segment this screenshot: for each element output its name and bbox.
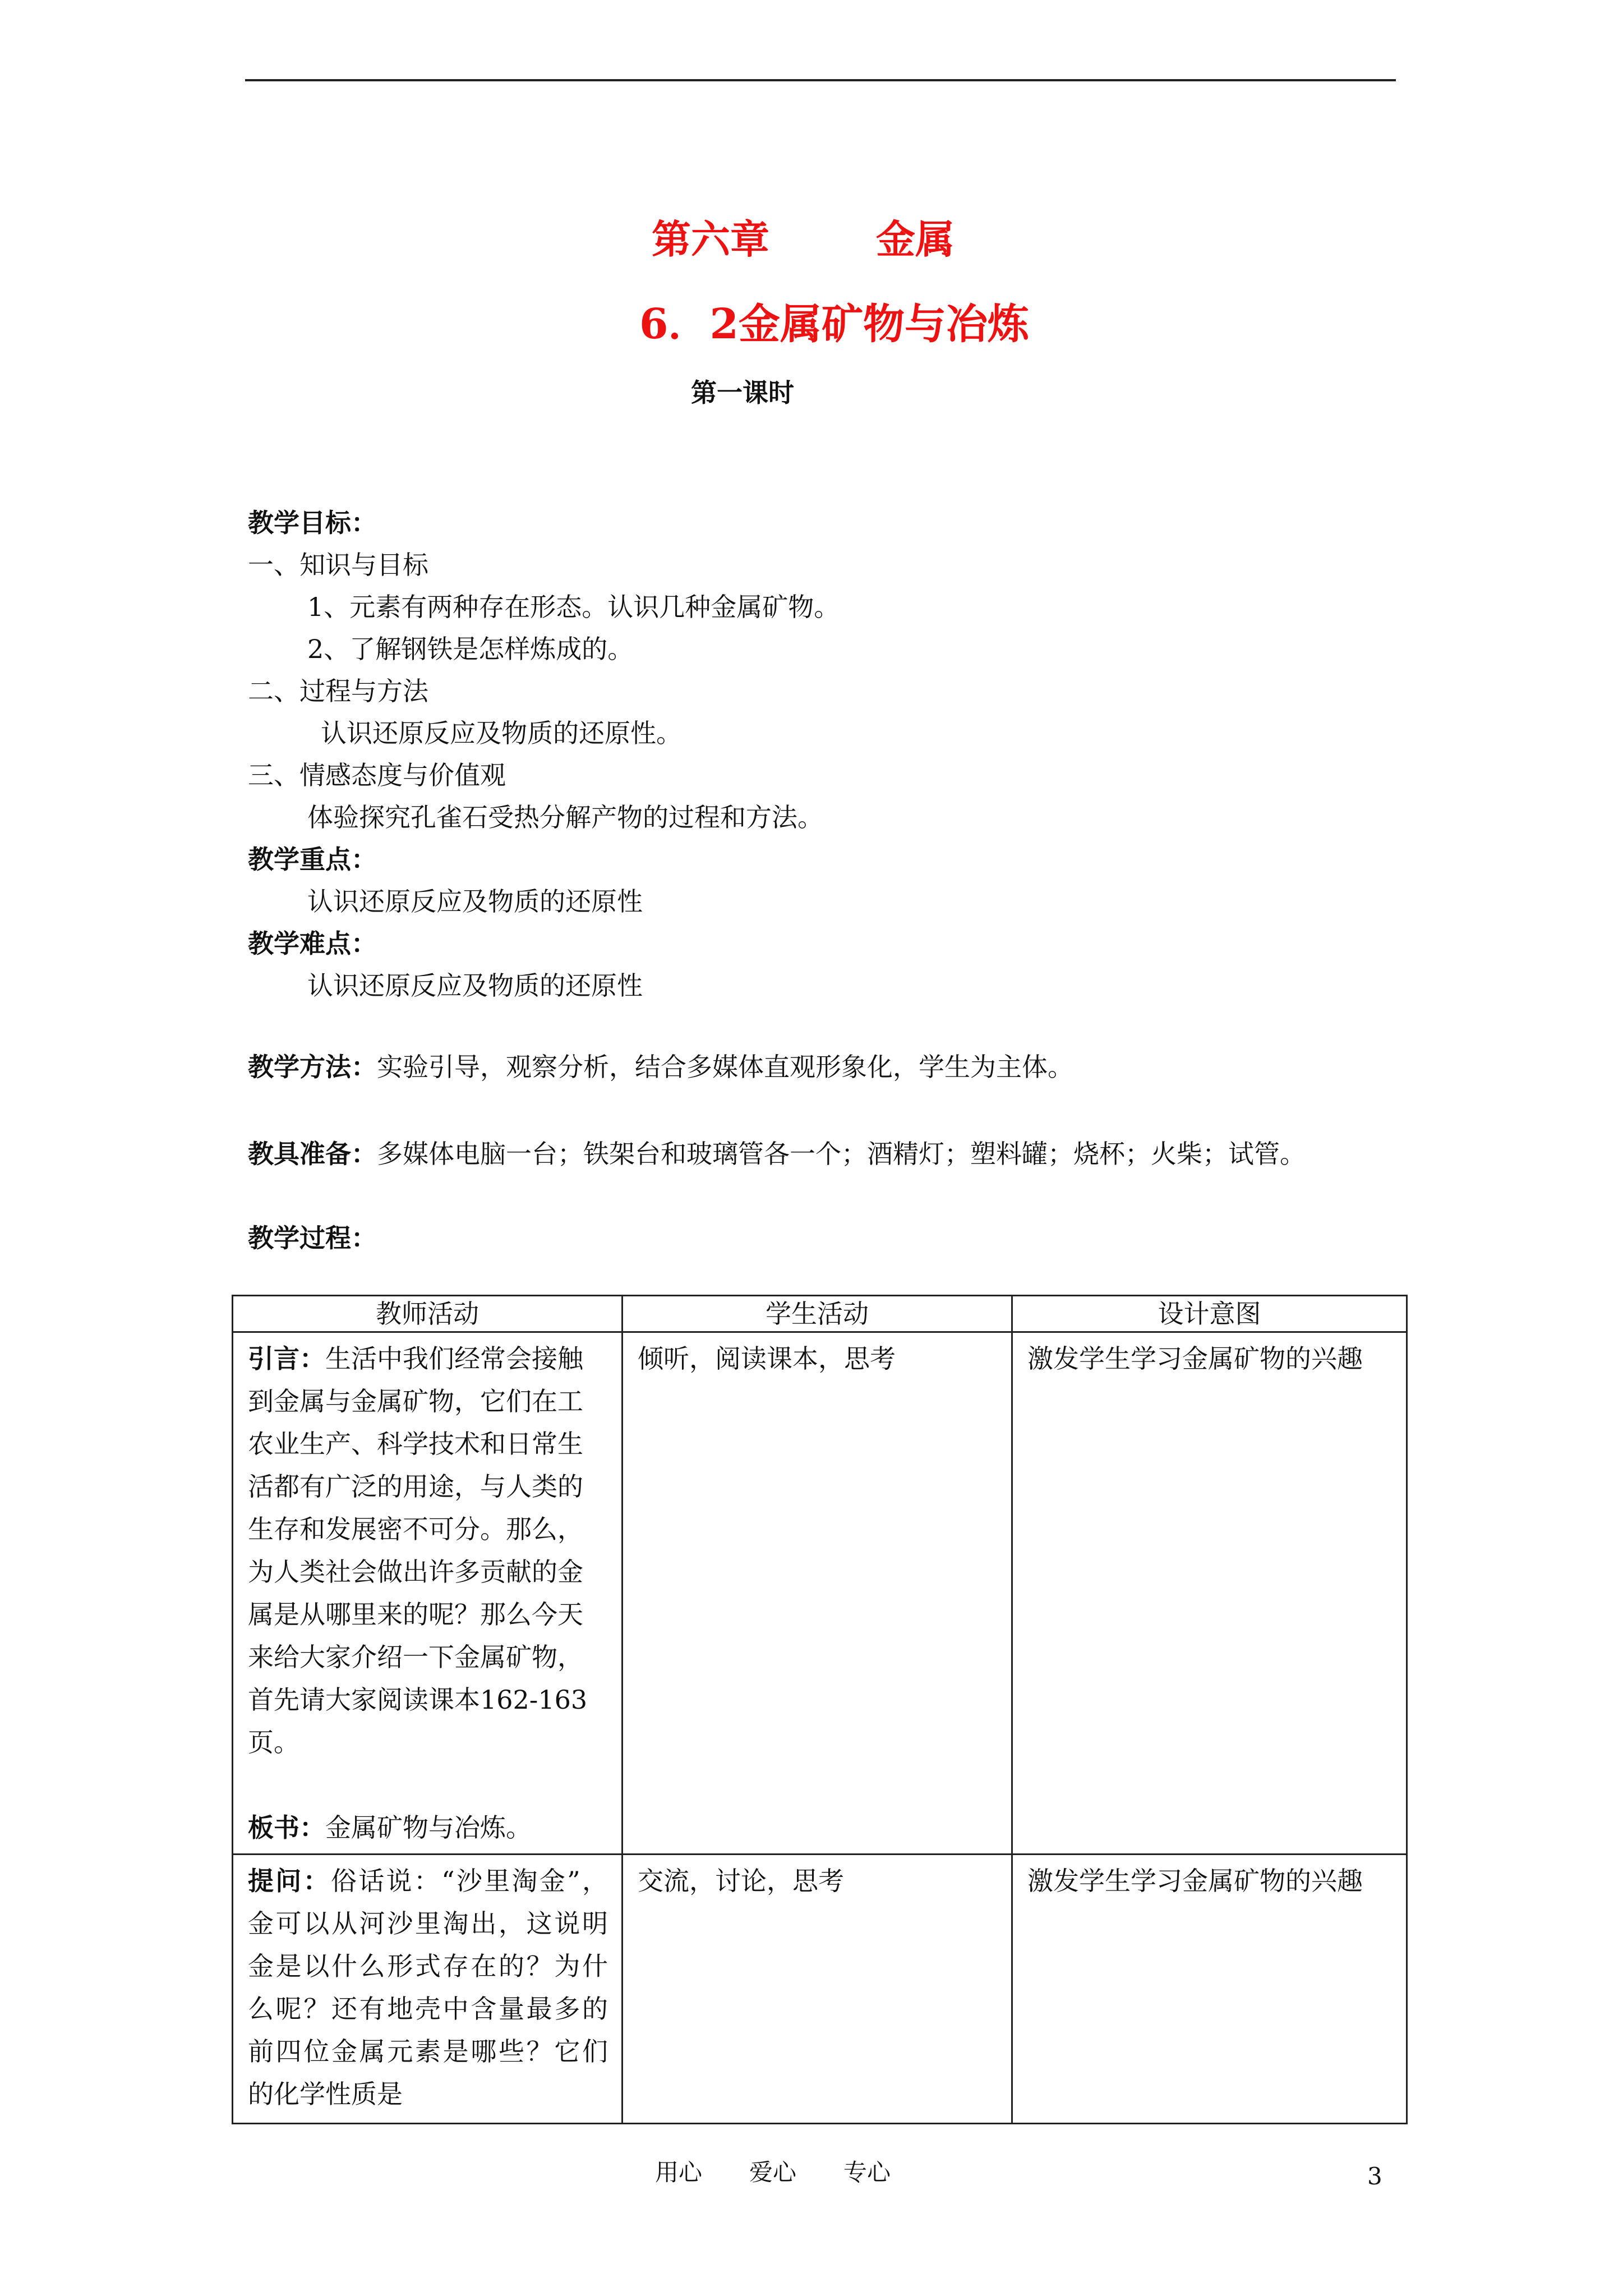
objectives-heading: 教学目标：	[248, 508, 377, 538]
equipment-label: 教具准备：	[248, 1139, 377, 1169]
emotion-heading: 三、情感态度与价值观	[248, 760, 506, 790]
lesson-title: 第一课时	[691, 378, 794, 408]
table-header-row	[233, 1296, 1407, 1332]
header-teacher-activity: 教师活动	[233, 1296, 623, 1332]
student-activity-cell: 倾听，阅读课本，思考	[623, 1332, 1012, 1855]
teacher-lead-board: 板书：	[248, 1812, 325, 1843]
methods-text: 实验引导，观察分析，结合多媒体直观形象化，学生为主体。	[377, 1052, 1073, 1082]
process-heading: 教学过程：	[248, 1223, 377, 1253]
teacher-activity-cell	[233, 1855, 623, 2124]
chapter-title	[652, 214, 955, 265]
table-row	[233, 1855, 1407, 2124]
methods-line	[248, 1050, 1073, 1084]
key-points-text: 认识还原反应及物质的还原性	[307, 886, 643, 917]
difficulties-heading: 教学难点：	[248, 928, 377, 959]
table-row	[233, 1332, 1407, 1855]
header-rule	[245, 79, 1396, 81]
lesson-process-table	[232, 1295, 1408, 2124]
header-student-activity: 学生活动	[623, 1296, 1012, 1332]
teacher-lead: 引言：	[248, 1343, 325, 1374]
process-method-heading: 二、过程与方法	[248, 676, 428, 706]
header-design-intent: 设计意图	[1012, 1296, 1407, 1332]
teacher-text: 生活中我们经常会接触到金属与金属矿物，它们在工农业生产、科学技术和日常生活都有广泛的用途，与人类的生存和发展密不可分。那么，为人类社会做出许多贡献的金属是从哪里来的呢？那么今天来给大家介绍一下金属矿物，首先请大家阅读课本162-163页。	[248, 1343, 588, 1757]
teacher-activity-cell	[233, 1332, 623, 1855]
chapter-number: 第六章	[652, 216, 769, 263]
chapter-name: 金属	[876, 216, 955, 263]
emotion-item: 体验探究孔雀石受热分解产物的过程和方法。	[307, 802, 823, 832]
student-activity-cell: 交流，讨论，思考	[623, 1855, 1012, 2124]
equipment-text: 多媒体电脑一台；铁架台和玻璃管各一个；酒精灯；塑料罐；烧杯；火柴；试管。	[377, 1139, 1306, 1169]
methods-label: 教学方法：	[248, 1052, 377, 1082]
design-intent-cell: 激发学生学习金属矿物的兴趣	[1012, 1855, 1407, 2124]
difficulties-text: 认识还原反应及物质的还原性	[307, 970, 643, 1001]
knowledge-heading: 一、知识与目标	[248, 550, 428, 580]
knowledge-item-2: 2、了解钢铁是怎样炼成的。	[307, 634, 634, 664]
key-points-heading: 教学重点：	[248, 844, 377, 875]
teacher-text-board: 金属矿物与冶炼。	[325, 1812, 532, 1843]
footer-text: 用心 爱心 专心	[655, 2159, 891, 2186]
page-number: 3	[1367, 2162, 1382, 2190]
section-title: 6．2金属矿物与冶炼	[639, 300, 1029, 348]
teacher-lead: 提问：	[248, 1866, 331, 1896]
knowledge-item-1: 1、元素有两种存在形态。认识几种金属矿物。	[307, 592, 840, 622]
process-method-item: 认识还原反应及物质的还原性。	[321, 718, 682, 748]
design-intent-cell: 激发学生学习金属矿物的兴趣	[1012, 1332, 1407, 1855]
teacher-text: 俗话说：“沙里淘金”，金可以从河沙里淘出，这说明金是以什么形式存在的？为什么呢？还有地壳中含量最多的前四位金属元素是哪些？它们的化学性质是	[248, 1866, 608, 2109]
equipment-line	[248, 1137, 1306, 1171]
